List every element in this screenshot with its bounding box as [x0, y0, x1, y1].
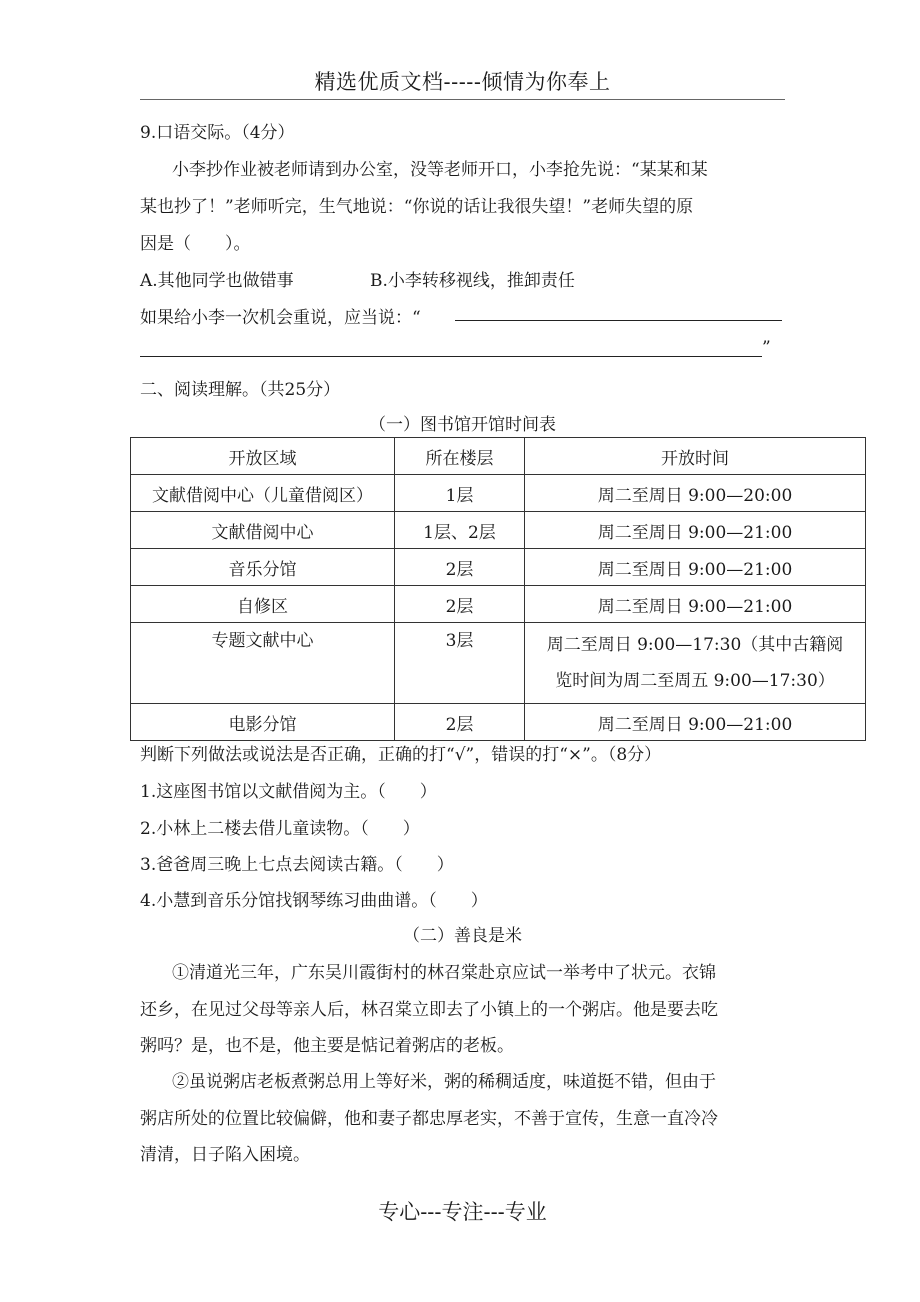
table-row [131, 475, 866, 512]
judgment-item-1: 1.这座图书馆以文献借阅为主。（ ） [140, 782, 437, 802]
cell-floor: 1层、2层 [395, 512, 525, 549]
cell-floor: 3层 [395, 623, 525, 704]
header-floor: 所在楼层 [395, 438, 525, 475]
cell-time: 周二至周日 9:00—21:00 [525, 512, 866, 549]
header-area: 开放区域 [131, 438, 395, 475]
q9-option-a: A.其他同学也做错事 [140, 271, 294, 291]
q9-paragraph-line-2: 某也抄了！”老师听完，生气地说：“你说的话让我很失望！”老师失望的原 [140, 197, 694, 217]
passage-p1-line-3: 粥吗？是，也不是，他主要是惦记着粥店的老板。 [140, 1036, 514, 1056]
q9-redo-prompt: 如果给小李一次机会重说，应当说：“ [140, 308, 421, 328]
page-footer: 专心---专注---专业 [378, 1200, 547, 1224]
section-2-title: 二、阅读理解。（共25分） [140, 380, 341, 400]
passage-p1-line-2: 还乡，在见过父母等亲人后，林召棠立即去了小镇上的一个粥店。他是要去吃 [140, 1000, 718, 1020]
cell-time: 周二至周日 9:00—21:00 [525, 586, 866, 623]
cell-area: 自修区 [131, 586, 395, 623]
q9-paragraph-line-3: 因是（ ）。 [140, 234, 251, 254]
cell-area: 文献借阅中心 [131, 512, 395, 549]
judgment-item-4: 4.小慧到音乐分馆找钢琴练习曲曲谱。（ ） [140, 891, 488, 911]
library-hours-table [130, 437, 866, 741]
q9-paragraph-line-1: 小李抄作业被老师请到办公室，没等老师开口，小李抢先说：“某某和某 [172, 160, 708, 180]
table-header-row [131, 438, 866, 475]
header-time: 开放时间 [525, 438, 866, 475]
judgment-item-2: 2.小林上二楼去借儿童读物。（ ） [140, 819, 420, 839]
page-header: 精选优质文档-----倾情为你奉上 [314, 70, 611, 94]
part-1-title: （一）图书馆开馆时间表 [369, 415, 556, 435]
judgment-item-3: 3.爸爸周三晚上七点去阅读古籍。（ ） [140, 855, 454, 875]
answer-blank-line-2[interactable] [140, 356, 762, 357]
table-row [131, 549, 866, 586]
q9-close-quote: ” [762, 338, 771, 358]
cell-time: 周二至周日 9:00—21:00 [525, 704, 866, 741]
cell-time-line-2: 览时间为周二至周五 9:00—17:30） [555, 671, 835, 691]
answer-blank-line-1[interactable] [455, 320, 782, 321]
cell-time: 周二至周日 9:00—20:00 [525, 475, 866, 512]
table-row [131, 704, 866, 741]
part-2-title: （二）善良是米 [403, 926, 522, 946]
cell-time: 周二至周日 9:00—21:00 [525, 549, 866, 586]
cell-floor: 1层 [395, 475, 525, 512]
cell-time-line-1: 周二至周日 9:00—17:30（其中古籍阅 [546, 635, 844, 655]
judgment-instruction: 判断下列做法或说法是否正确，正确的打“√”，错误的打“×”。（8分） [140, 745, 662, 765]
cell-floor: 2层 [395, 549, 525, 586]
passage-p2-line-3: 清清，日子陷入困境。 [140, 1145, 310, 1165]
cell-floor: 2层 [395, 586, 525, 623]
header-divider [140, 99, 785, 100]
passage-p2-line-2: 粥店所处的位置比较偏僻，他和妻子都忠厚老实，不善于宣传，生意一直冷冷 [140, 1109, 718, 1129]
cell-area: 专题文献中心 [131, 623, 395, 704]
cell-floor: 2层 [395, 704, 525, 741]
q9-title: 9.口语交际。（4分） [140, 123, 295, 143]
table-row [131, 586, 866, 623]
cell-area: 电影分馆 [131, 704, 395, 741]
passage-p2-line-1: ②虽说粥店老板煮粥总用上等好米，粥的稀稠适度，味道挺不错，但由于 [172, 1072, 716, 1092]
table-row [131, 512, 866, 549]
cell-time [525, 623, 866, 704]
cell-area: 音乐分馆 [131, 549, 395, 586]
table-row [131, 623, 866, 704]
q9-option-b: B.小李转移视线，推卸责任 [370, 271, 575, 291]
passage-p1-line-1: ①清道光三年，广东吴川霞街村的林召棠赴京应试一举考中了状元。衣锦 [172, 963, 716, 983]
cell-area: 文献借阅中心（儿童借阅区） [131, 475, 395, 512]
